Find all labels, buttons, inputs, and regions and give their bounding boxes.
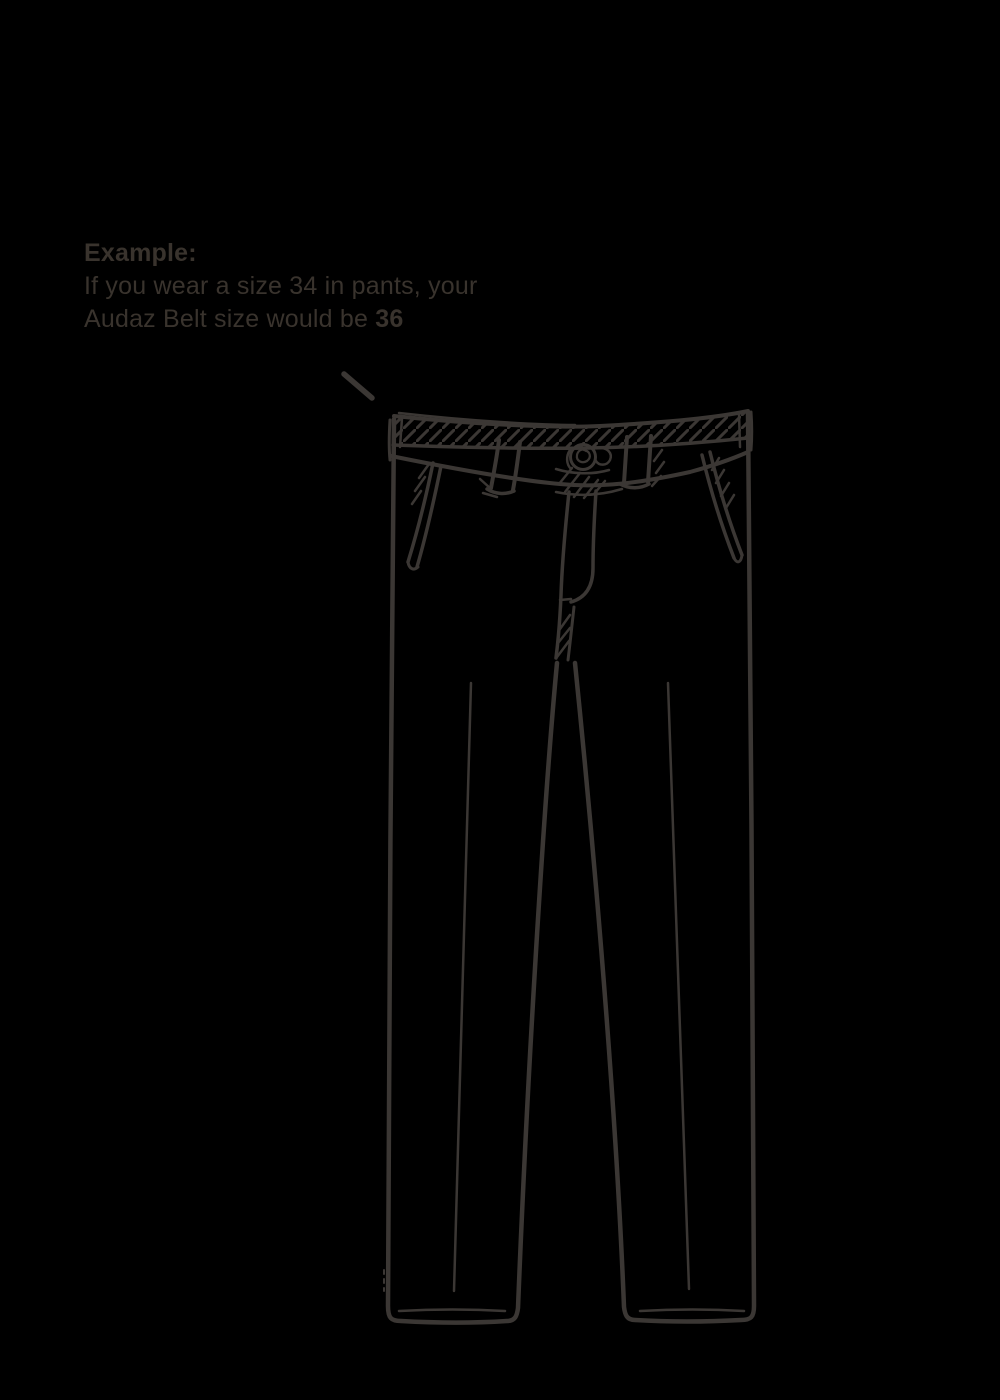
waistband-hatch	[393, 411, 748, 448]
example-line-1: If you wear a size 34 in pants, your	[84, 272, 478, 300]
example-belt-size-value: 36	[375, 305, 404, 333]
pocket-left	[408, 463, 441, 569]
leg-creases	[454, 683, 689, 1291]
example-line-2-text: Audaz Belt size would be	[84, 305, 376, 333]
cuff-hems	[399, 1310, 744, 1312]
waist-button	[556, 445, 611, 499]
fly-placket	[556, 491, 596, 660]
pants-outline	[388, 412, 754, 1323]
leader-line	[344, 374, 372, 398]
example-heading: Example:	[84, 239, 197, 267]
